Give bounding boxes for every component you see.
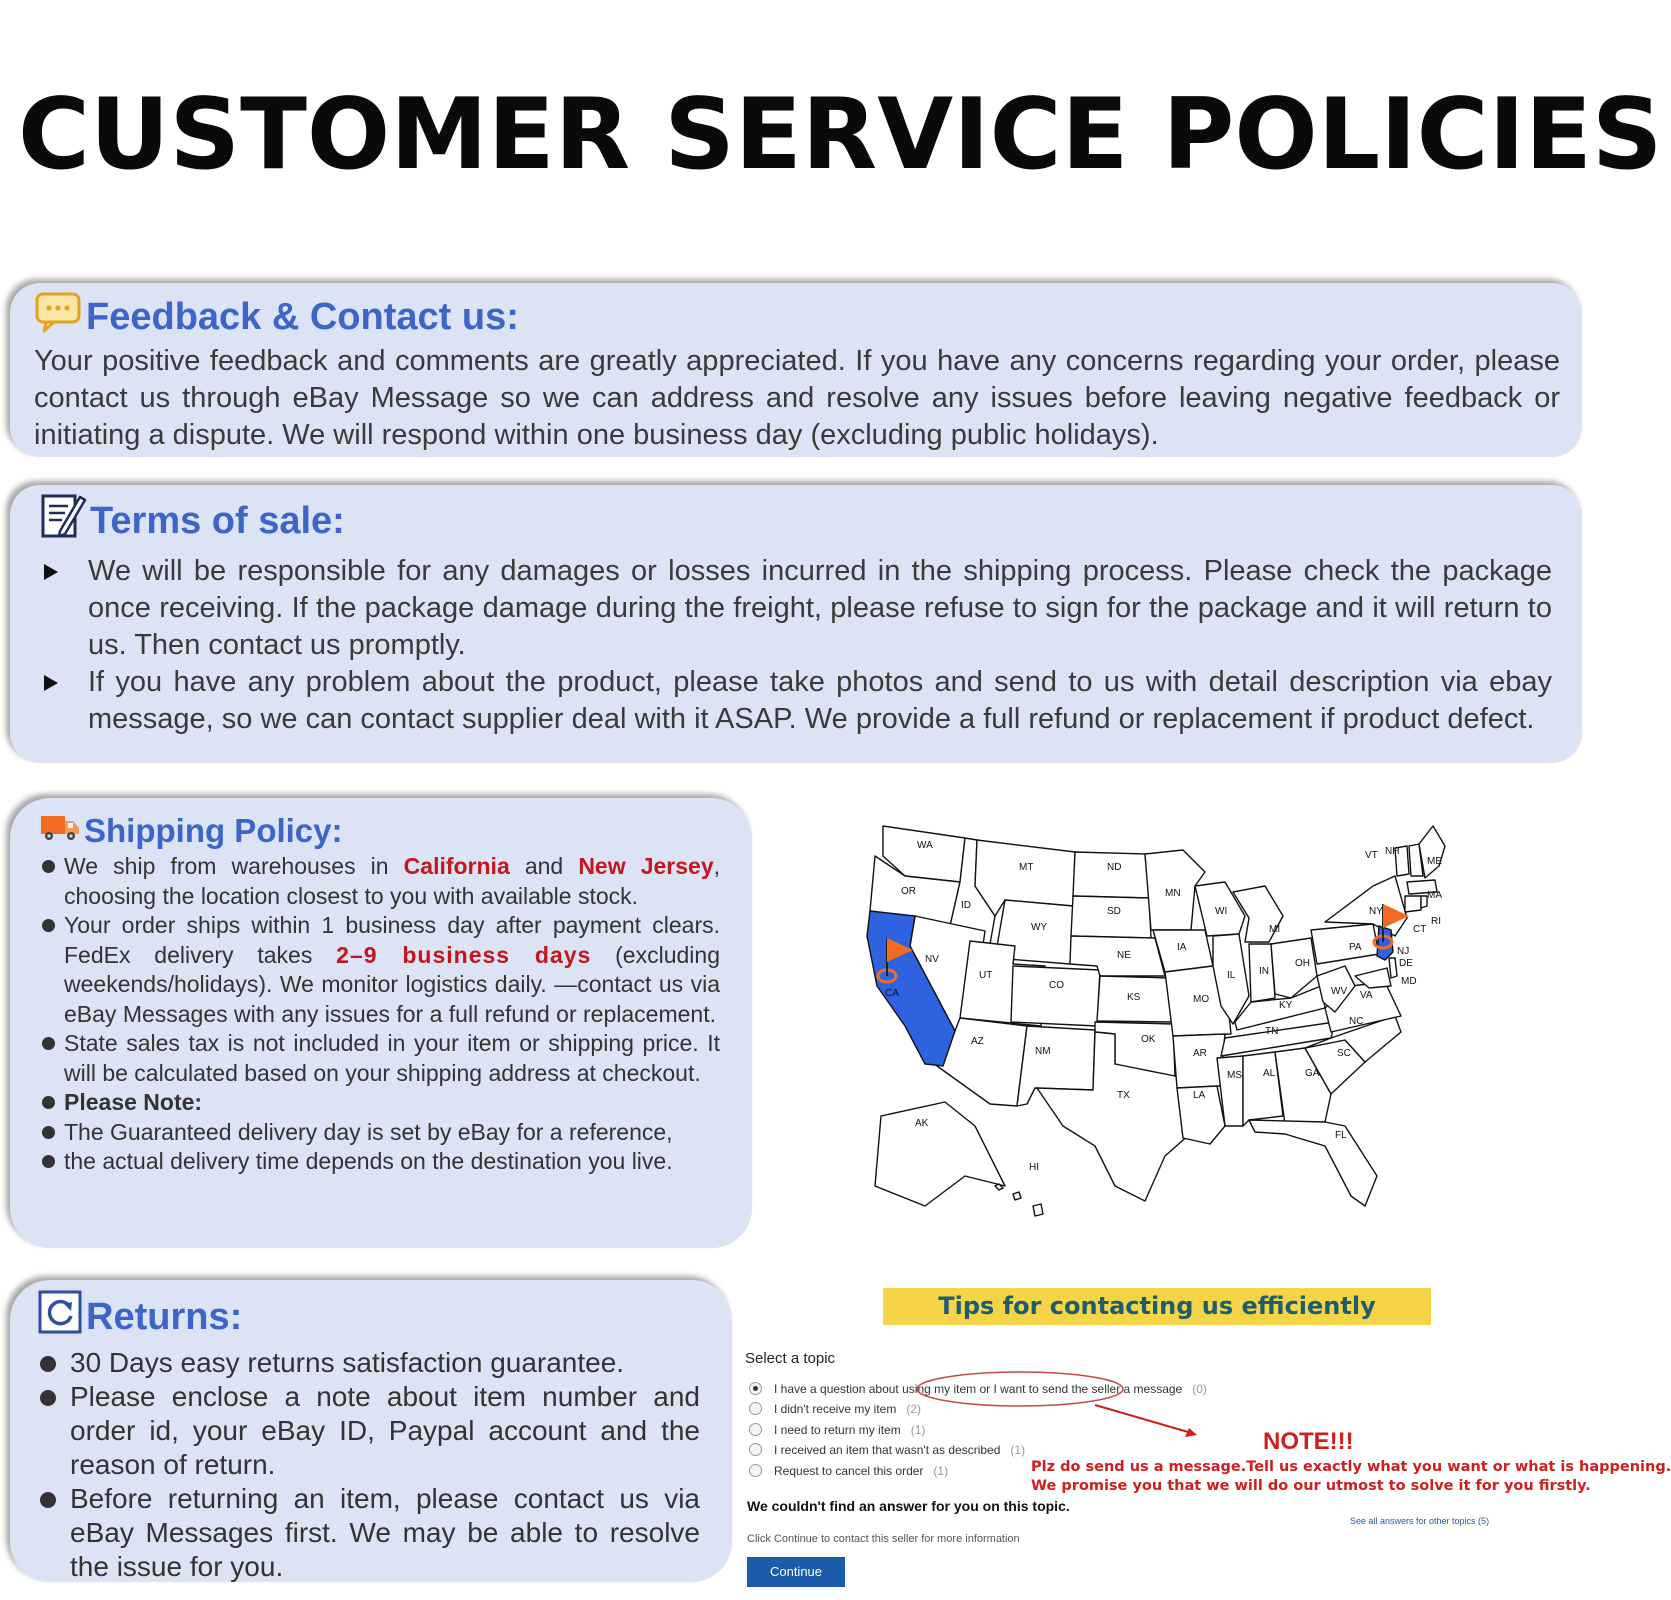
map-label-al: AL xyxy=(1263,1068,1276,1079)
click-continue-text: Click Continue to contact this seller for more information xyxy=(747,1533,1020,1545)
topic-option[interactable]: I have a question about using my item or I want to send the seller a message (0) xyxy=(749,1382,1207,1396)
bullet-icon xyxy=(42,860,55,873)
map-label-ut: UT xyxy=(979,970,993,981)
map-label-ca: CA xyxy=(885,988,899,999)
map-label-tx: TX xyxy=(1117,1090,1130,1101)
map-label-fl: FL xyxy=(1335,1130,1347,1141)
topic-option[interactable]: I didn't receive my item (2) xyxy=(749,1402,921,1416)
map-label-ia: IA xyxy=(1177,942,1187,953)
terms-panel xyxy=(10,485,1582,763)
map-label-mn: MN xyxy=(1165,888,1181,899)
map-label-wi: WI xyxy=(1215,906,1228,917)
map-label-nj: NJ xyxy=(1397,946,1410,957)
map-label-co: CO xyxy=(1049,980,1064,991)
feedback-heading xyxy=(34,291,1560,343)
topic-option[interactable]: I need to return my item (1) xyxy=(749,1423,925,1437)
map-label-id: ID xyxy=(961,900,971,911)
map-label-nv: NV xyxy=(925,954,939,965)
list-item: We will be responsible for any damages or losses incurred in the shipping process. Please check the package once receiving. If the package damage during the freight, please refuse to sign for the package and it will return to us. Then contact us promptly. xyxy=(40,553,1552,664)
bullet-icon xyxy=(40,1492,56,1508)
map-label-ak: AK xyxy=(915,1118,929,1129)
map-label-ms: MS xyxy=(1227,1070,1242,1081)
note-title: NOTE!!! xyxy=(1263,1428,1354,1455)
map-label-ma: MA xyxy=(1427,890,1442,901)
map-label-ky: KY xyxy=(1279,1000,1293,1011)
arrow-bullet-icon xyxy=(44,675,58,691)
list-item: Please enclose a note about item number and order id, your eBay ID, Paypal account and the reason of return. xyxy=(38,1380,700,1482)
returns-panel xyxy=(10,1280,732,1582)
list-item: If you have any problem about the product, please take photos and send to us with detail description via ebay message, so we can contact supplier deal with it ASAP. We provide a full refund or replacement if product defect. xyxy=(40,664,1552,738)
list-item: the actual delivery time depends on the destination you live. xyxy=(40,1147,720,1177)
bullet-icon xyxy=(42,1126,55,1139)
bullet-icon xyxy=(42,919,55,932)
map-label-nh: NH xyxy=(1385,846,1400,857)
map-label-il: IL xyxy=(1227,970,1236,981)
tips-banner: Tips for contacting us efficiently xyxy=(883,1288,1431,1325)
topic-option[interactable]: Request to cancel this order (1) xyxy=(749,1464,948,1478)
map-label-vt: VT xyxy=(1365,850,1378,861)
continue-button[interactable]: Continue xyxy=(747,1557,845,1587)
us-map-svg xyxy=(865,826,1477,1236)
map-label-nd: ND xyxy=(1107,862,1122,873)
map-label-me: ME xyxy=(1427,856,1442,867)
terms-list xyxy=(40,553,1552,738)
map-label-ar: AR xyxy=(1193,1048,1207,1059)
map-label-ri: RI xyxy=(1431,916,1441,927)
ebay-contact-screenshot xyxy=(745,1350,1671,1595)
page-title: CUSTOMER SERVICE POLICIES xyxy=(18,78,1663,192)
map-state-sd xyxy=(1071,896,1151,938)
map-label-va: VA xyxy=(1360,990,1373,1001)
map-label-tn: TN xyxy=(1265,1026,1279,1037)
map-label-in: IN xyxy=(1259,966,1269,977)
shipping-panel xyxy=(10,798,752,1248)
shipping-heading xyxy=(40,812,720,850)
list-item: State sales tax is not included in your item or shipping price. It will be calculated based on your shipping address at checkout. xyxy=(40,1029,720,1088)
map-state-fl xyxy=(1249,1120,1377,1206)
map-label-nm: NM xyxy=(1035,1046,1051,1057)
map-state-oh xyxy=(1271,938,1317,998)
topic-option[interactable]: I received an item that wasn't as described (1) xyxy=(749,1443,1025,1457)
map-label-ga: GA xyxy=(1305,1068,1320,1079)
map-label-md: MD xyxy=(1401,976,1417,987)
list-item: 30 Days easy returns satisfaction guarantee. xyxy=(38,1346,700,1380)
returns-heading-text: Returns: xyxy=(86,1295,243,1338)
map-label-sd: SD xyxy=(1107,906,1121,917)
map-label-wa: WA xyxy=(917,840,933,851)
map-label-wy: WY xyxy=(1031,922,1048,933)
map-label-ny: NY xyxy=(1369,906,1383,917)
map-label-ct: CT xyxy=(1413,924,1427,935)
map-state-ak xyxy=(875,1102,1005,1206)
map-label-sc: SC xyxy=(1337,1048,1351,1059)
map-state-nd xyxy=(1073,852,1149,898)
list-item: Your order ships within 1 business day after payment clears. FedEx delivery takes 2–9 business days (excluding weekends/holidays). We monitor logistics daily. —contact us via eBay Messages with any issues for a full refund or replacement. xyxy=(40,911,720,1029)
returns-heading xyxy=(38,1290,700,1344)
map-label-oh: OH xyxy=(1295,958,1310,969)
map-label-mi: MI xyxy=(1269,924,1281,935)
bullet-icon xyxy=(40,1390,56,1406)
map-label-hi: HI xyxy=(1029,1162,1039,1173)
map-label-de: DE xyxy=(1399,958,1413,969)
feedback-body: Your positive feedback and comments are greatly appreciated. If you have any concerns regarding your order, please contact us through eBay Message so we can address and resolve any issues before leaving negative feedback or initiating a dispute. We will respond within one business day (excluding public holidays). xyxy=(34,345,1560,451)
terms-heading xyxy=(40,491,1552,551)
list-item: The Guaranteed delivery day is set by eBay for a reference, xyxy=(40,1118,720,1148)
annotation-arrow-line xyxy=(1095,1405,1195,1434)
state-california: California xyxy=(403,853,510,879)
note-message: Plz do send us a message.Tell us exactly what you want or what is happening. We promise you that we will do our utmost to solve it for you firstly. xyxy=(1031,1459,1671,1494)
map-label-ne: NE xyxy=(1117,950,1131,961)
terms-heading-text: Terms of sale: xyxy=(90,499,345,542)
delivery-days-highlight: 2–9 business days xyxy=(336,941,592,968)
list-item: Before returning an item, please contact us via eBay Messages first. We may be able to resolve the issue for you. xyxy=(38,1482,700,1584)
map-state-co xyxy=(1011,966,1100,1026)
truck-icon xyxy=(40,812,80,850)
chat-bubble-icon xyxy=(34,291,82,343)
map-label-wv: WV xyxy=(1331,986,1348,997)
highlight-ellipse xyxy=(917,1372,1123,1406)
bullet-icon xyxy=(42,1155,55,1168)
map-state-pa xyxy=(1311,924,1379,964)
map-label-ok: OK xyxy=(1141,1034,1156,1045)
map-state-ct xyxy=(1405,896,1421,912)
us-warehouse-map xyxy=(865,826,1477,1236)
feedback-heading-text: Feedback & Contact us: xyxy=(86,295,519,338)
list-item: Please Note: xyxy=(40,1088,720,1118)
feedback-panel xyxy=(10,283,1582,457)
map-label-mo: MO xyxy=(1193,994,1210,1005)
map-label-ks: KS xyxy=(1127,992,1141,1003)
shipping-list xyxy=(40,852,720,1177)
map-label-or: OR xyxy=(901,886,916,897)
arrow-bullet-icon xyxy=(44,564,58,580)
map-label-la: LA xyxy=(1193,1090,1206,1101)
map-state-hi xyxy=(995,1184,1043,1216)
document-edit-icon xyxy=(40,491,86,551)
map-label-az: AZ xyxy=(971,1036,984,1047)
shipping-heading-text: Shipping Policy: xyxy=(84,812,343,849)
see-all-link[interactable]: See all answers for other topics (5) xyxy=(1350,1516,1490,1526)
select-topic-label: Select a topic xyxy=(745,1350,836,1367)
refresh-icon xyxy=(38,1290,82,1344)
map-label-nc: NC xyxy=(1349,1016,1364,1027)
bullet-icon xyxy=(42,1096,55,1109)
no-answer-text: We couldn't find an answer for you on this topic. xyxy=(747,1498,1070,1514)
bullet-icon xyxy=(42,1037,55,1050)
state-new-jersey: New Jersey xyxy=(578,853,714,879)
bullet-icon xyxy=(40,1356,56,1372)
map-label-mt: MT xyxy=(1019,862,1034,873)
map-state-de xyxy=(1389,958,1397,978)
returns-list xyxy=(38,1346,700,1584)
map-label-pa: PA xyxy=(1349,942,1362,953)
list-item: We ship from warehouses in California and New Jersey, choosing the location closest to you with available stock. xyxy=(40,852,720,911)
